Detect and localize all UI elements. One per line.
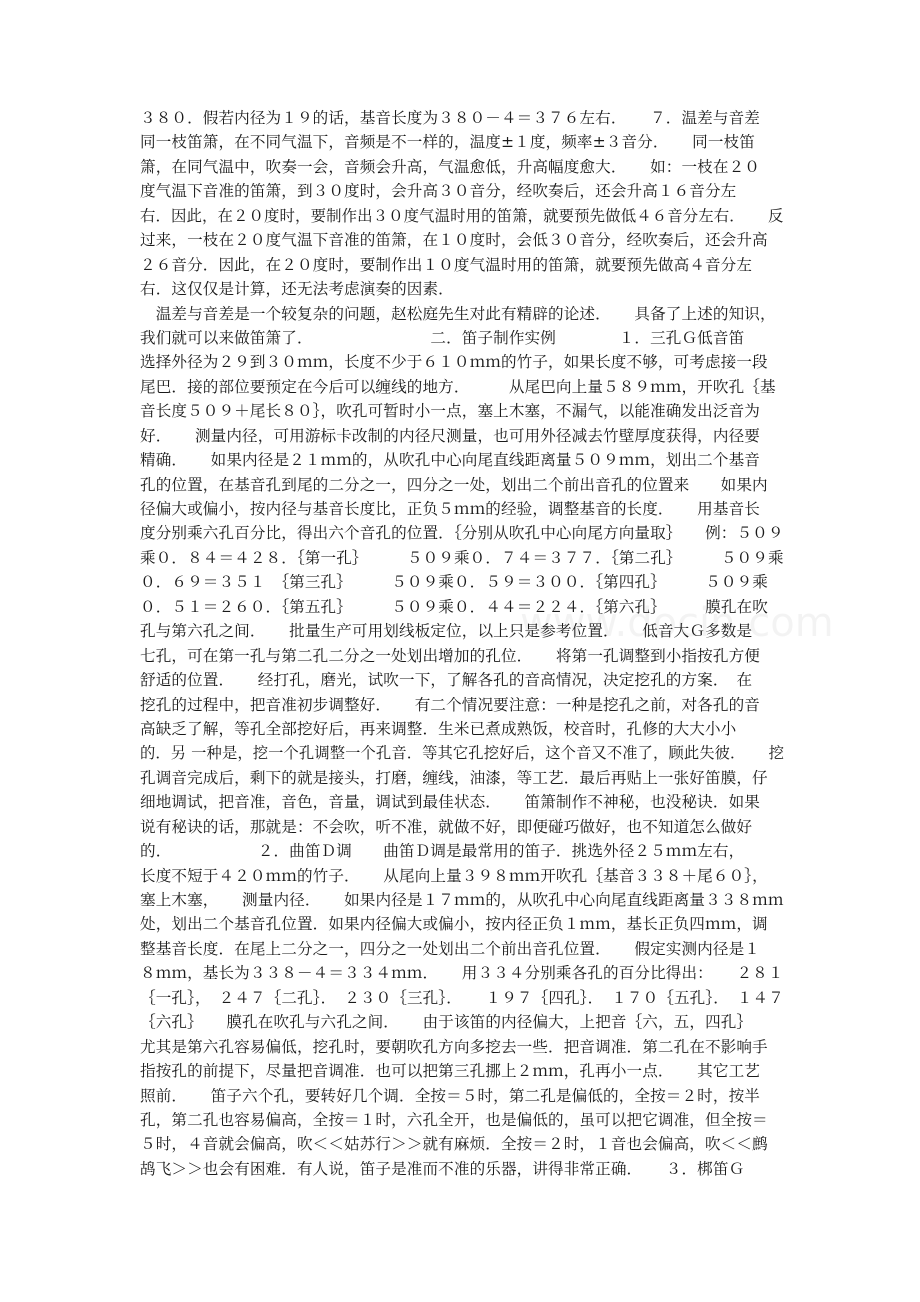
text-line: 孔，第二孔也容易偏高，全按＝１时，六孔全开，也是偏低的，虽可以把它调准，但全按＝: [140, 1110, 768, 1129]
text-line: 鸪飞＞＞也会有困难．有人说，笛子是准而不准的乐器，讲得非常正确． ３．梆笛Ｇ: [140, 1159, 745, 1178]
text-line: 度分别乘六孔百分比，得出六个音孔的位置．｛分别从吹孔中心向尾方向量取｝ 例：５０９: [140, 524, 784, 543]
text-line: 同一枝笛箫，在不同气温下，音频是不一样的，温度±１度，频率±３音分． 同一枝笛: [140, 133, 755, 152]
text-line: 处，划出二个基音孔位置．如果内径偏大或偏小，按内径正负１ｍｍ，基长正负四ｍｍ，调: [140, 915, 768, 934]
document-body: [140, 106, 790, 1181]
text-line: 舒适的位置． 经打孔，磨光，试吹一下，了解各孔的音高情况，决定挖孔的方案． 在: [140, 671, 753, 690]
text-line: 乘０．８４＝４２８．｛第一孔｝ ５０９乘０．７４＝３７７．｛第二孔｝ ５０９乘: [140, 548, 784, 567]
text-line: 好． 测量内径，可用游标卡改制的内径尺测量，也可用外径减去竹壁厚度获得，内径要: [140, 426, 760, 445]
text-line: 挖孔的过程中，把音准初步调整好． 有二个情况要注意：一种是挖孔之前，对各孔的音: [140, 695, 760, 714]
text-line: 的．另 一种是，挖一个孔调整一个孔音．等其它孔挖好后，这个音又不准了，顾此失彼． 挖: [140, 744, 784, 763]
text-line: 尾巴．接的部位要预定在今后可以缠线的地方． 从尾巴向上量５８９ｍｍ，开吹孔｛基: [140, 377, 776, 396]
text-line: 右．因此，在２０度时，要制作出３０度气温时用的笛箫，就要预先做低４６音分左右． 反: [140, 206, 784, 225]
text-line: 指按孔的前提下，尽量把音调准．也可以把第三孔挪上２ｍｍ，孔再小一点． 其它工艺: [140, 1062, 760, 1081]
text-line: 音长度５０９＋尾长８０｝，吹孔可暂时小一点，塞上木塞，不漏气，以能准确发出泛音为: [140, 402, 760, 421]
text-line: 孔调音完成后，剩下的就是接头，打磨，缠线，油漆，等工艺．最后再贴上一张好笛膜，仔: [140, 768, 768, 787]
text-line: 箫，在同气温中，吹奏一会，音频会升高，气温愈低，升高幅度愈大． 如：一枝在２０: [140, 157, 760, 176]
text-line: ｛六孔｝ 膜孔在吹孔与六孔之间． 由于该笛的内径偏大，上把音｛六，五，四孔｝: [140, 1013, 753, 1032]
text-line: 整基音长度．在尾上二分之一，四分之一处划出二个前出音孔位置． 假定实测内径是１: [140, 939, 760, 958]
text-line: 细地调试，把音准，音色，音量，调试到最佳状态． 笛箫制作不神秘，也没秘诀．如果: [140, 793, 760, 812]
text-line: 高缺乏了解，等孔全部挖好后，再来调整．生米已煮成熟饭，校音时，孔修的大大小小: [140, 719, 737, 738]
text-line: 说有秘诀的话，那就是：不会吹，听不准，就做不好，即便碰巧做好，也不知道怎么做好: [140, 817, 753, 836]
text-line: 孔的位置，在基音孔到尾的二分之一，四分之一处，划出二个前出音孔的位置来 如果内: [140, 475, 768, 494]
text-line: 选择外径为２９到３０ｍｍ，长度不少于６１０ｍｍ的竹子，如果长度不够，可考虑接一段: [140, 353, 768, 372]
text-line: ８ｍｍ，基长为３３８－４＝３３４ｍｍ． 用３３４分别乘各孔的百分比得出： ２８１: [140, 964, 784, 983]
text-line: 长度不短于４２０ｍｍ的竹子． 从尾向上量３９８ｍｍ开吹孔｛基音３３８＋尾６０｝，: [140, 866, 768, 885]
text-line: 温差与音差是一个较复杂的问题，赵松庭先生对此有精辟的论述． 具备了上述的知识，: [140, 304, 776, 323]
text-line: 孔与第六孔之间． 批量生产可用划线板定位，以上只是参考位置． 低音大Ｇ多数是: [140, 622, 753, 641]
text-line: 过来，一枝在２０度气温下音准的笛箫，在１０度时，会低３０音分，经吹奏后，还会升高: [140, 231, 768, 250]
text-line: 右．这仅仅是计算，还无法考虑演奏的因素．: [140, 280, 454, 299]
text-line: 精确． 如果内径是２１ｍｍ的，从吹孔中心向尾直线距离量５０９ｍｍ，划出二个基音: [140, 451, 760, 470]
text-line: ０．５１＝２６０．｛第五孔｝ ５０９乘０．４４＝２２４．｛第六孔｝ 膜孔在吹: [140, 597, 768, 616]
text-line: 照前． 笛子六个孔，要转好几个调．全按＝５时，第二孔是偏低的，全按＝２时，按半: [140, 1086, 760, 1105]
text-line: 塞上木塞， 测量内径． 如果内径是１７ｍｍ的，从吹孔中心向尾直线距离量３３８ｍｍ: [140, 891, 784, 909]
text-line: ０．６９＝３５１ ｛第三孔｝ ５０９乘０．５９＝３００．｛第四孔｝ ５０９乘: [140, 573, 768, 592]
text-line: 的． ２．曲笛Ｄ调 曲笛Ｄ调是最常用的笛子．挑选外径２５ｍｍ左右，: [140, 842, 745, 861]
text-line: ２６音分．因此，在２０度时，要制作出１０度气温时用的笛箫，就要预先做高４音分左: [140, 255, 753, 274]
text-line: ｛一孔｝， ２４７｛二孔｝． ２３０｛三孔｝． １９７｛四孔｝． １７０｛五孔｝． １４７: [140, 988, 784, 1007]
text-line: 七孔，可在第一孔与第二孔二分之一处划出增加的孔位． 将第一孔调整到小指按孔方便: [140, 646, 760, 665]
text-line: ３８０．假若内径为１９的话，基音长度为３８０－４＝３７６左右． ７．温差与音差: [140, 109, 760, 127]
text-line: ５时，４音就会偏高，吹＜＜姑苏行＞＞就有麻烦．全按＝２时，１音也会偏高，吹＜＜鹧: [140, 1135, 768, 1154]
text-line: 尤其是第六孔容易偏低，挖孔时，要朝吹孔方向多挖去一些．把音调准．第二孔在不影响手: [140, 1037, 768, 1056]
text-line: 度气温下音准的笛箫，到３０度时，会升高３０音分，经吹奏后，还会升高１６音分左: [140, 182, 737, 201]
text-line: 径偏大或偏小，按内径与基音长度比，正负５ｍｍ的经验，调整基音的长度． 用基音长: [140, 500, 760, 518]
text-line: 我们就可以来做笛箫了． 二．笛子制作实例 １．三孔Ｇ低音笛: [140, 328, 745, 347]
